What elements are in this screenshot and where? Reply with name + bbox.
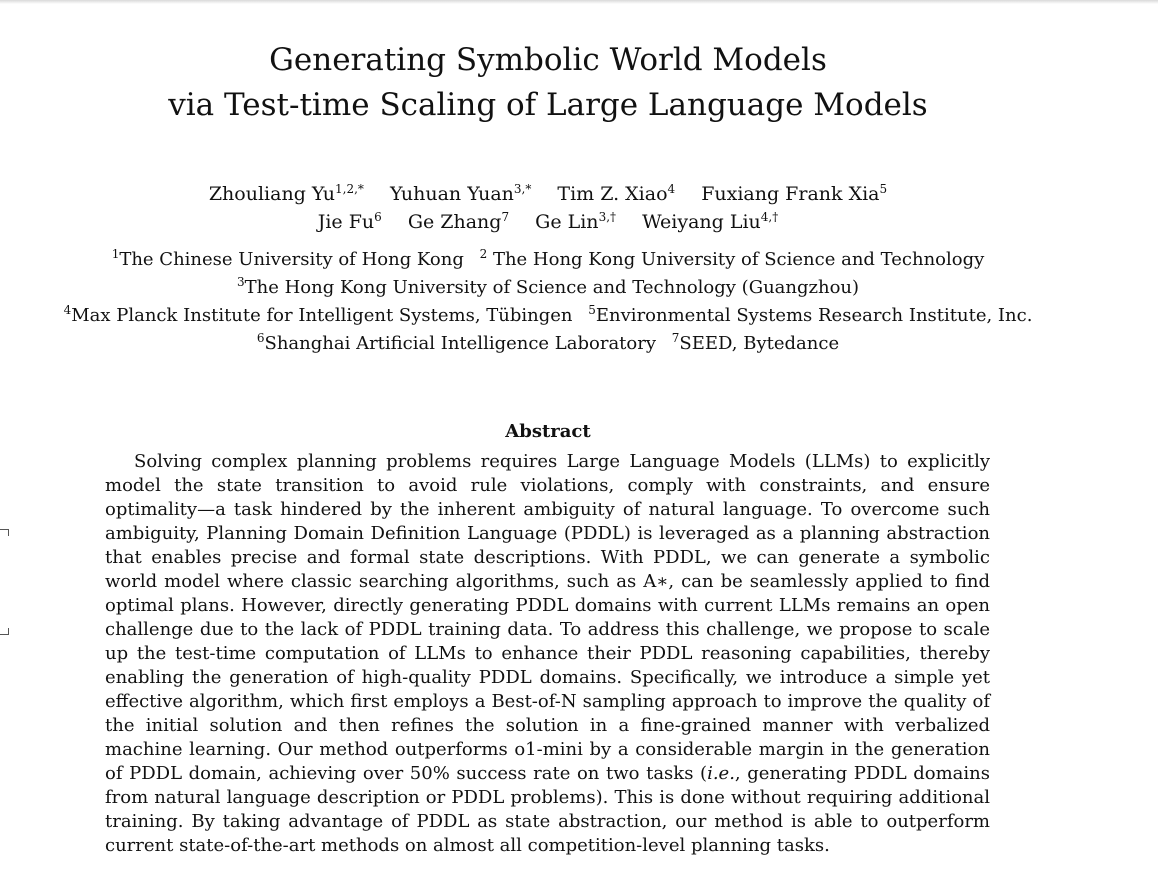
author: Ge Zhang$^7$	[407, 210, 510, 233]
author: Yuhuan Yuan$^{3,*}$	[389, 182, 532, 205]
title-line-2: via Test-time Scaling of Large Language Models	[168, 87, 928, 123]
title-line-1: Generating Symbolic World Models	[269, 42, 827, 78]
author-row-2	[0, 208, 1096, 236]
affiliation: $^2$ The Hong Kong University of Science and Technology	[479, 247, 985, 270]
author: Jie Fu$^6$	[317, 210, 382, 233]
page-top-edge	[0, 0, 1158, 4]
affiliation-row-1	[0, 246, 1096, 274]
abstract-text-italic: i.e.	[707, 763, 735, 784]
paper-title	[0, 38, 1096, 128]
abstract-text-part-1: Solving complex planning problems requires Large Language Models (LLMs) to explicitly model the state transition to avoid rule violations, comply with constraints, and ensure optimality—a task hindered by the inherent ambiguity of natural language. To overcome such ambiguity, Planning Domain Definition Language (PDDL) is leveraged as a planning abstraction that enables precise and formal state descriptions. With PDDL, we can generate a symbolic world model where classic searching algorithms, such as A∗, can be seamlessly applied to find optimal plans. However, directly generating PDDL domains with current LLMs remains an open challenge due to the lack of PDDL training data. To address this challenge, we propose to scale up the test-time computation of LLMs to enhance their PDDL reasoning capabilities, thereby enabling the generation of high-quality PDDL domains. Specifically, we introduce a simple yet effective algorithm, which first employs a Best-of-N sampling approach to improve the quality of the initial solution and then refines the solution in a fine-grained manner with verbalized machine learning. Our method outperforms o1-mini by a considerable margin in the generation of PDDL domain, achieving over 50% success rate on two tasks (	[105, 451, 990, 784]
abstract-text	[105, 450, 990, 858]
affiliation: $^3$The Hong Kong University of Science and Technology (Guangzhou)	[236, 275, 860, 298]
affiliation: $^4$Max Planck Institute for Intelligent Systems, Tübingen	[63, 303, 573, 326]
author: Zhouliang $Yu^{1,2,*}$	[208, 182, 364, 205]
author: Weiyang Liu$^{4,\dagger}$	[642, 210, 779, 233]
affiliation-list	[0, 246, 1096, 358]
author: Ge Lin$^{3,\dagger}$	[535, 210, 617, 233]
affiliation-row-3	[0, 302, 1096, 330]
author-list	[0, 180, 1096, 236]
margin-bracket-bottom-mark	[0, 628, 9, 635]
affiliation: $^1$The Chinese University of Hong Kong	[111, 247, 464, 270]
affiliation: $^6$Shanghai Artificial Intelligence Laboratory	[256, 331, 657, 354]
abstract-heading: Abstract	[505, 421, 591, 442]
affiliation: $^5$Environmental Systems Research Institute, Inc.	[588, 303, 1033, 326]
affiliation-row-4	[0, 330, 1096, 358]
affiliation: $^7$SEED, Bytedance	[671, 331, 840, 354]
author-row-1	[0, 180, 1096, 208]
abstract-text-part-2: , generating PDDL domains from natural language description or PDDL problems). This is done without requiring additional training. By taking advantage of PDDL as state abstraction, our method is able to outperform current state-of-the-art methods on almost all competition-level planning tasks.	[105, 763, 990, 856]
author: Fuxiang Frank Xia$^5$	[701, 182, 888, 205]
author: Tim Z. Xiao$^4$	[557, 182, 676, 205]
margin-bracket-top-mark	[0, 529, 9, 536]
affiliation-row-2	[0, 274, 1096, 302]
